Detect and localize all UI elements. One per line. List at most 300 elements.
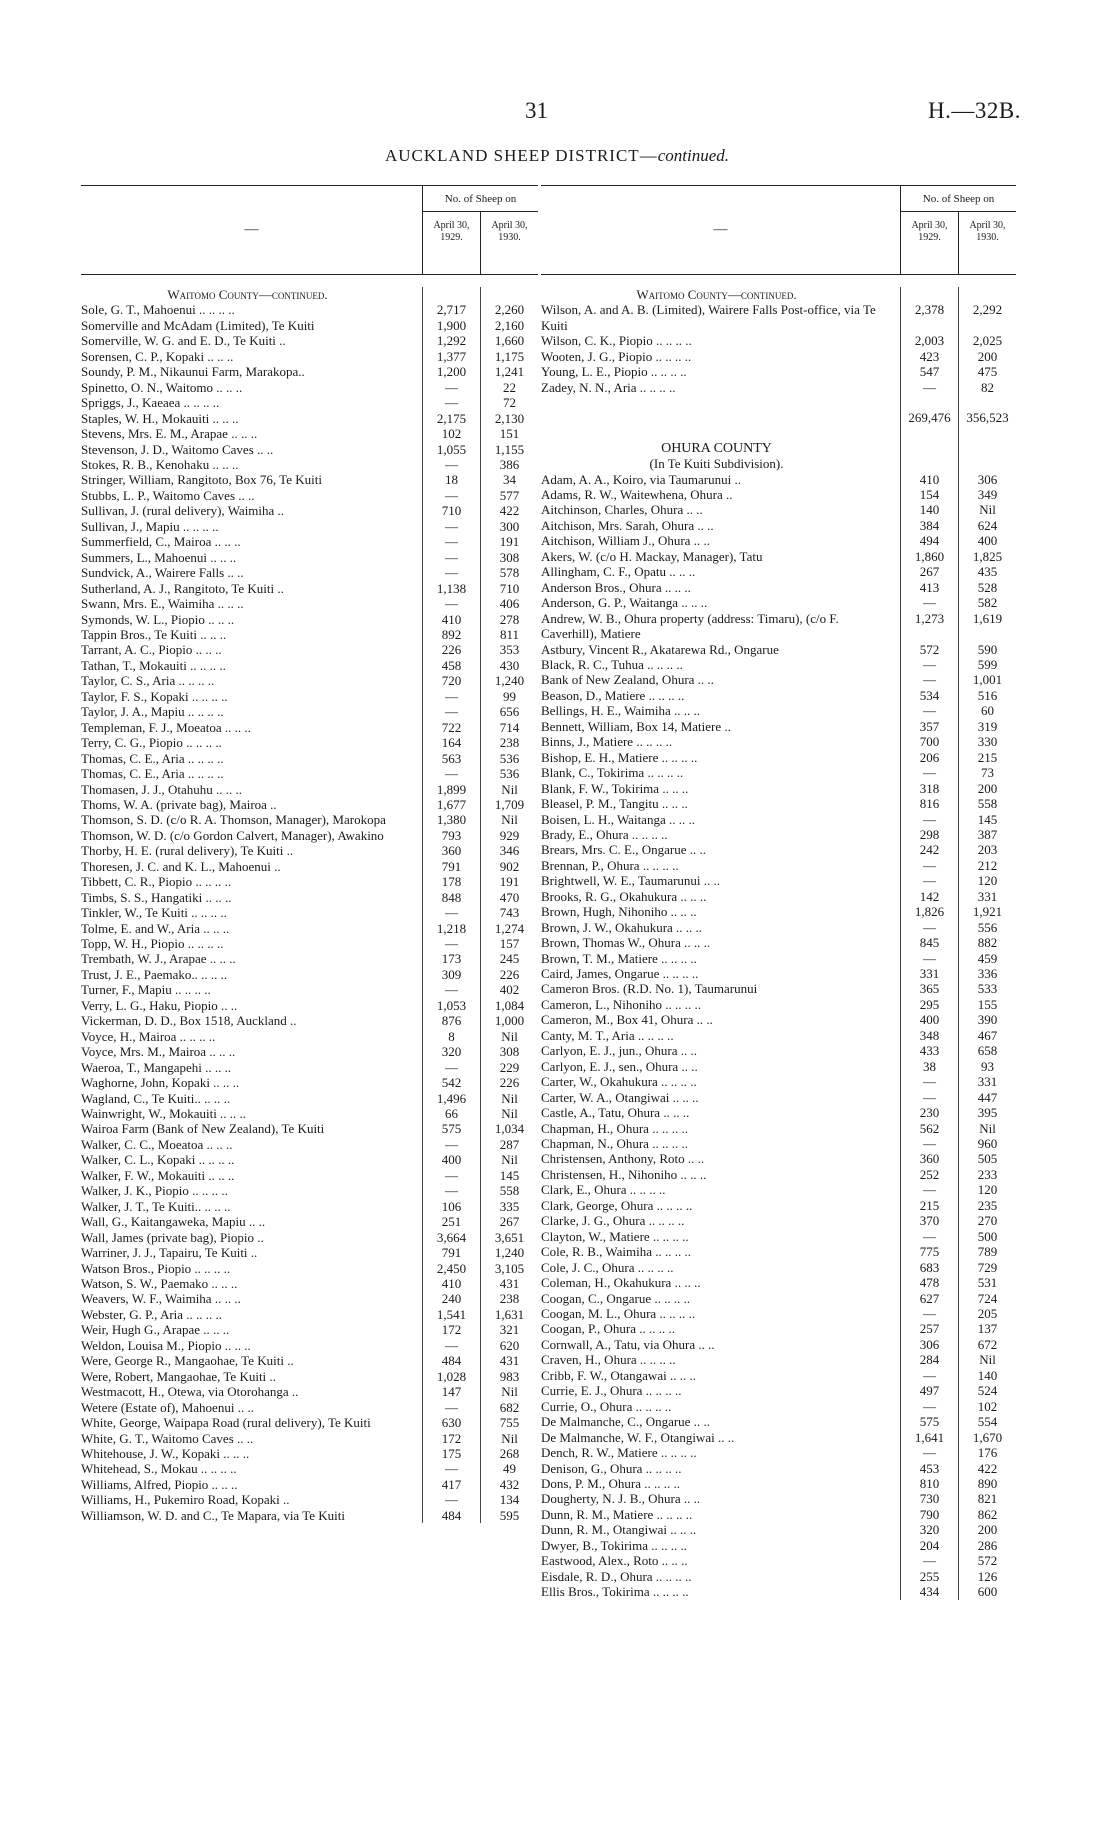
sheep-1930: 743: [480, 905, 538, 920]
sheep-1929: 1,273: [900, 611, 958, 642]
sheep-1930: 475: [958, 364, 1016, 379]
sheep-1929: 66: [422, 1106, 480, 1121]
owner-name: Brightwell, W. E., Taumarunui .. ..: [541, 873, 721, 889]
sheep-1929: —: [422, 457, 480, 472]
table-row: [541, 1491, 1016, 1506]
owner-name: Wilson, C. K., Piopio .. .. .. ..: [541, 333, 692, 349]
table-row: [541, 533, 1016, 548]
sheep-1929: 269,476: [900, 410, 958, 425]
sheep-1930: 102: [958, 1399, 1016, 1414]
owner-name: Vickerman, D. D., Box 1518, Auckland ..: [81, 1013, 297, 1029]
owner-name: Sutherland, A. J., Rangitoto, Te Kuiti ..: [81, 580, 284, 596]
sheep-1930: 205: [958, 1306, 1016, 1321]
table-row: [81, 1322, 538, 1337]
sheep-1929: 413: [900, 580, 958, 595]
sheep-1930: 238: [480, 1291, 538, 1306]
table-row: [81, 1415, 538, 1430]
owner-name: Walker, C. L., Kopaki .. .. .. ..: [81, 1152, 235, 1168]
table-row: [81, 581, 538, 596]
owner-name: Bellings, H. E., Waimiha .. .. ..: [541, 703, 701, 719]
sheep-1929: —: [900, 765, 958, 780]
owner-name: Cameron, M., Box 41, Ohura .. ..: [541, 1012, 713, 1028]
sheep-1930: 533: [958, 981, 1016, 996]
sheep-1930: 459: [958, 951, 1016, 966]
table-row: [541, 1445, 1016, 1460]
owner-name: Weldon, Louisa M., Piopio .. .. ..: [81, 1337, 251, 1353]
sheep-1929: 230: [900, 1105, 958, 1120]
owner-name: Brears, Mrs. C. E., Ongarue .. ..: [541, 842, 706, 858]
sheep-1929: 423: [900, 349, 958, 364]
owner-name: OHURA COUNTY: [661, 440, 772, 456]
owner-name: Trembath, W. J., Arapae .. .. ..: [81, 951, 236, 967]
table-row: [541, 719, 1016, 734]
sheep-1930: 308: [480, 550, 538, 565]
sheep-1930: 200: [958, 1522, 1016, 1537]
owner-name: Clark, E., Ohura .. .. .. ..: [541, 1182, 666, 1198]
owner-name: Carlyon, E. J., jun., Ohura .. ..: [541, 1043, 697, 1059]
sheep-1929: 1,541: [422, 1307, 480, 1322]
sheep-1930: 200: [958, 349, 1016, 364]
owner-name: Voyce, Mrs. M., Mairoa .. .. ..: [81, 1044, 236, 1060]
owner-name: Adams, R. W., Waitewhena, Ohura ..: [541, 486, 733, 502]
sheep-1930: 145: [480, 1168, 538, 1183]
sheep-1929: —: [422, 488, 480, 503]
title-continued: continued.: [657, 146, 729, 165]
sheep-1929: 18: [422, 472, 480, 487]
table-row: [81, 859, 538, 874]
table-row: [541, 750, 1016, 765]
sheep-1930: 432: [480, 1477, 538, 1492]
owner-name: Clayton, W., Matiere .. .. .. ..: [541, 1228, 689, 1244]
sheep-1930: 1,660: [480, 333, 538, 348]
sheep-1929: 384: [900, 518, 958, 533]
sheep-1929: 876: [422, 1013, 480, 1028]
table-row: [81, 905, 538, 920]
owner-name: Brown, T. M., Matiere .. .. .. ..: [541, 950, 697, 966]
sheep-1929: 178: [422, 874, 480, 889]
sheep-1929: 400: [900, 1012, 958, 1027]
table-row: [81, 550, 538, 565]
sheep-1930: 270: [958, 1213, 1016, 1228]
table-row: [541, 904, 1016, 919]
owner-name: White, G. T., Waitomo Caves .. ..: [81, 1430, 254, 1446]
sheep-1929: 1,826: [900, 904, 958, 919]
sheep-1929: 206: [900, 750, 958, 765]
table-row: [81, 828, 538, 843]
owner-name: Webster, G. P., Aria .. .. .. ..: [81, 1306, 223, 1322]
owner-name: Whitehead, S., Mokau .. .. .. ..: [81, 1461, 237, 1477]
sheep-1929: —: [900, 380, 958, 395]
sheep-1929: 1,677: [422, 797, 480, 812]
table-row: [541, 1213, 1016, 1228]
sheep-1929: —: [900, 703, 958, 718]
sheep-1930: 226: [480, 1075, 538, 1090]
sheep-1930: 330: [958, 734, 1016, 749]
sheep-1929: 38: [900, 1059, 958, 1074]
sheep-1929: —: [900, 1445, 958, 1460]
table-row: [81, 1183, 538, 1198]
owner-name: Williams, H., Pukemiro Road, Kopaki ..: [81, 1492, 290, 1508]
owner-name: Brown, J. W., Okahukura .. .. ..: [541, 919, 703, 935]
sheep-1929: 848: [422, 890, 480, 905]
sheep-1930: 1,240: [480, 1245, 538, 1260]
sheep-1930: 558: [958, 796, 1016, 811]
sheep-1929: 730: [900, 1491, 958, 1506]
table-row: [81, 658, 538, 673]
sheep-1930: 929: [480, 828, 538, 843]
owner-name: Bleasel, P. M., Tangitu .. .. ..: [541, 796, 688, 812]
table-row: [81, 1369, 538, 1384]
owner-name: Stringer, William, Rangitoto, Box 76, Te Kuiti: [81, 472, 322, 488]
sheep-1930: 714: [480, 720, 538, 735]
table-row: [81, 936, 538, 951]
sheep-1929: 360: [900, 1151, 958, 1166]
owner-name: Zadey, N. N., Aria .. .. .. ..: [541, 379, 676, 395]
table-row: [81, 1091, 538, 1106]
sheep-1929: 575: [900, 1414, 958, 1429]
column-header-1930: April 30, 1930.: [969, 220, 1006, 243]
sheep-1929: 140: [900, 502, 958, 517]
table-row: [81, 627, 538, 642]
owner-name: Timbs, S. S., Hangatiki .. .. ..: [81, 889, 232, 905]
table-header: [81, 186, 538, 275]
sheep-1929: 484: [422, 1508, 480, 1523]
table-row: [541, 642, 1016, 657]
owner-name: Brown, Thomas W., Ohura .. .. ..: [541, 935, 711, 951]
sheep-1930: 278: [480, 612, 538, 627]
sheep-1929: 2,003: [900, 333, 958, 348]
table-row: [541, 1167, 1016, 1182]
sheep-1930: 229: [480, 1060, 538, 1075]
owner-name: Caird, James, Ongarue .. .. .. ..: [541, 966, 699, 982]
sheep-1929: —: [900, 920, 958, 935]
owner-name: Chapman, H., Ohura .. .. .. ..: [541, 1120, 688, 1136]
sheep-1929: 1,200: [422, 364, 480, 379]
sheep-1929: 252: [900, 1167, 958, 1182]
table-row: [541, 1430, 1016, 1445]
sheep-1930: 126: [958, 1569, 1016, 1584]
owner-name: Cribb, F. W., Otangawai .. .. ..: [541, 1367, 696, 1383]
owner-name: Waitomo County—continued.: [167, 287, 328, 302]
sheep-1929: —: [422, 550, 480, 565]
table-row: [541, 765, 1016, 780]
owner-name: Westmacott, H., Otewa, via Otorohanga ..: [81, 1384, 299, 1400]
table-row: [541, 657, 1016, 672]
sheep-1930: 331: [958, 1074, 1016, 1089]
sheep-1929: —: [422, 534, 480, 549]
owner-name: Dons, P. M., Ohura .. .. .. ..: [541, 1475, 681, 1491]
sheep-1929: 360: [422, 843, 480, 858]
owner-name: Taylor, F. S., Kopaki .. .. .. ..: [81, 688, 228, 704]
sheep-1930: 3,105: [480, 1261, 538, 1276]
table-row: [81, 364, 538, 379]
owner-name: Christensen, H., Nihoniho .. .. ..: [541, 1166, 707, 1182]
owner-name: Clark, George, Ohura .. .. .. ..: [541, 1197, 693, 1213]
table-row: [541, 1182, 1016, 1197]
sheep-1930: 1,175: [480, 349, 538, 364]
table-row: [541, 502, 1016, 517]
owner-name: Topp, W. H., Piopio .. .. .. ..: [81, 936, 224, 952]
table-row: [81, 1044, 538, 1059]
table-row: [81, 302, 538, 317]
sheep-1930: 400: [958, 533, 1016, 548]
table-row: [541, 966, 1016, 981]
owner-name: Turner, F., Mapiu .. .. .. ..: [81, 982, 211, 998]
sheep-1930: 1,619: [958, 611, 1016, 642]
table-row: [81, 1384, 538, 1399]
table-row: [81, 890, 538, 905]
sheep-1930: 2,260: [480, 302, 538, 317]
sheep-1929: 497: [900, 1383, 958, 1398]
table-row: [541, 1028, 1016, 1043]
table-row: [541, 1090, 1016, 1105]
sheep-1930: 356,523: [958, 410, 1016, 425]
owner-name: Trust, J. E., Paemako.. .. .. ..: [81, 966, 228, 982]
table-row: [81, 982, 538, 997]
sheep-1929: 357: [900, 719, 958, 734]
table-row: [81, 503, 538, 518]
sheep-1929: 106: [422, 1199, 480, 1214]
sheep-1930: 151: [480, 426, 538, 441]
owner-name: Bennett, William, Box 14, Matiere ..: [541, 718, 731, 734]
sheep-1929: 845: [900, 935, 958, 950]
table-row: [541, 858, 1016, 873]
owner-name: Thoresen, J. C. and K. L., Mahoenui ..: [81, 858, 281, 874]
table-row: [81, 874, 538, 889]
owner-name: Beason, D., Matiere .. .. .. ..: [541, 687, 685, 703]
table-row: [541, 1244, 1016, 1259]
sheep-1929: 547: [900, 364, 958, 379]
table-row: [541, 1121, 1016, 1136]
sheep-1929: 2,717: [422, 302, 480, 317]
owner-name: Dench, R. W., Matiere .. .. .. ..: [541, 1445, 697, 1461]
sheep-1930: 658: [958, 1043, 1016, 1058]
table-row: [81, 1431, 538, 1446]
owner-name: Tolme, E. and W., Aria .. .. ..: [81, 920, 230, 936]
sheep-1929: —: [422, 766, 480, 781]
table-row: [81, 1060, 538, 1075]
owner-name: Aitchison, Mrs. Sarah, Ohura .. ..: [541, 517, 714, 533]
sheep-1930: 724: [958, 1291, 1016, 1306]
sheep-1930: 99: [480, 689, 538, 704]
sheep-1930: Nil: [480, 1384, 538, 1399]
sheep-1929: 242: [900, 842, 958, 857]
sheep-1930: 268: [480, 1446, 538, 1461]
sheep-1929: 683: [900, 1260, 958, 1275]
sheep-1930: 524: [958, 1383, 1016, 1398]
sheep-1930: 140: [958, 1368, 1016, 1383]
sheep-1930: 353: [480, 642, 538, 657]
sheep-1929: 542: [422, 1075, 480, 1090]
table-row: [81, 1261, 538, 1276]
table-spacer: [541, 395, 1016, 410]
owner-name: Allingham, C. F., Opatu .. .. ..: [541, 564, 696, 580]
table-row: [81, 612, 538, 627]
table-row: [81, 380, 538, 395]
table-row: [81, 426, 538, 441]
table-row: [541, 549, 1016, 564]
sheep-1930: 600: [958, 1584, 1016, 1599]
sheep-1929: 563: [422, 751, 480, 766]
table-row: [541, 842, 1016, 857]
sheep-1930: 431: [480, 1276, 538, 1291]
table-row: [81, 488, 538, 503]
left-column-table: [81, 185, 538, 1523]
table-row: [81, 472, 538, 487]
sheep-1930: 120: [958, 1182, 1016, 1197]
owner-name: Templeman, F. J., Moeatoa .. .. ..: [81, 719, 251, 735]
table-row: [81, 998, 538, 1013]
sheep-1929: 1,900: [422, 318, 480, 333]
column-header-1929: April 30, 1929.: [901, 212, 959, 274]
sheep-1929: [900, 441, 958, 456]
sheep-1929: —: [900, 1368, 958, 1383]
owner-name: Williams, Alfred, Piopio .. .. ..: [81, 1476, 238, 1492]
sheep-1930: 395: [958, 1105, 1016, 1120]
owner-name: Chapman, N., Ohura .. .. .. ..: [541, 1136, 688, 1152]
table-row: [541, 1136, 1016, 1151]
sheep-1929: 700: [900, 734, 958, 749]
table-row: [541, 1105, 1016, 1120]
sheep-1929: 3,664: [422, 1230, 480, 1245]
sheep-1930: 1,274: [480, 921, 538, 936]
owner-name: Wagland, C., Te Kuiti.. .. .. ..: [81, 1090, 231, 1106]
owner-name: Sullivan, J. (rural delivery), Waimiha ..: [81, 503, 285, 519]
table-row: [541, 487, 1016, 502]
owner-name: Cameron, L., Nihoniho .. .. .. ..: [541, 996, 701, 1012]
sheep-1930: 120: [958, 873, 1016, 888]
table-row: [81, 1013, 538, 1028]
sheep-1929: 255: [900, 1569, 958, 1584]
table-row: [81, 565, 538, 580]
owner-name: De Malmanche, W. F., Otangiwai .. ..: [541, 1429, 735, 1445]
sheep-1929: —: [900, 1306, 958, 1321]
right-table-body: [541, 275, 1016, 1600]
table-row: [541, 935, 1016, 950]
table-row: [81, 1446, 538, 1461]
table-row: [81, 704, 538, 719]
sheep-1929: 453: [900, 1461, 958, 1476]
sheep-1930: [958, 287, 1016, 302]
table-row: [81, 1477, 538, 1492]
sheep-1930: Nil: [480, 1152, 538, 1167]
owner-name: Blank, F. W., Tokirima .. .. ..: [541, 780, 689, 796]
page-number: 31: [525, 98, 548, 123]
table-row: [81, 1075, 538, 1090]
sheep-1930: 536: [480, 751, 538, 766]
owner-name: Walker, C. C., Moeatoa .. .. ..: [81, 1136, 233, 1152]
sheep-1930: 245: [480, 951, 538, 966]
table-row: [541, 1414, 1016, 1429]
sheep-1930: 233: [958, 1167, 1016, 1182]
sheep-1929: 892: [422, 627, 480, 642]
owner-name: Somerville and McAdam (Limited), Te Kuiti: [81, 317, 315, 333]
sheep-1930: Nil: [958, 502, 1016, 517]
sheep-1930: 349: [958, 487, 1016, 502]
table-row: [81, 1152, 538, 1167]
table-row: [81, 951, 538, 966]
sheep-1930: 134: [480, 1492, 538, 1507]
sheep-1929: 494: [900, 533, 958, 548]
sheep-1930: 155: [958, 997, 1016, 1012]
sheep-1929: 267: [900, 564, 958, 579]
table-row: [541, 1352, 1016, 1367]
sheep-1929: 204: [900, 1538, 958, 1553]
sheep-1930: 447: [958, 1090, 1016, 1105]
owner-name: Brennan, P., Ohura .. .. .. ..: [541, 857, 679, 873]
table-row: [541, 364, 1016, 379]
sheep-1929: 1,028: [422, 1369, 480, 1384]
sheep-1930: 145: [958, 812, 1016, 827]
owner-name: Stevenson, J. D., Waitomo Caves .. ..: [81, 441, 274, 457]
sheep-1930: 235: [958, 1198, 1016, 1213]
sheep-1929: —: [900, 1182, 958, 1197]
owner-name: Anderson Bros., Ohura .. .. ..: [541, 579, 691, 595]
title-main: AUCKLAND SHEEP DISTRICT—: [384, 146, 658, 165]
sheep-1929: 331: [900, 966, 958, 981]
sheep-1929: 433: [900, 1043, 958, 1058]
sheep-1929: 226: [422, 642, 480, 657]
table-row: [541, 688, 1016, 703]
owner-name: Denison, G., Ohura .. .. .. ..: [541, 1460, 682, 1476]
sheep-1930: 2,292: [958, 302, 1016, 333]
owner-name: Wairoa Farm (Bank of New Zealand), Te Kuiti: [81, 1121, 325, 1137]
sheep-1930: [958, 441, 1016, 456]
owner-name: Binns, J., Matiere .. .. .. ..: [541, 734, 673, 750]
sheep-1929: —: [422, 1338, 480, 1353]
sheep-1930: 137: [958, 1321, 1016, 1336]
owner-name: Young, L. E., Piopio .. .. .. ..: [541, 364, 687, 380]
sheep-1930: 505: [958, 1151, 1016, 1166]
table-row: [541, 472, 1016, 487]
owner-name: Coleman, H., Okahukura .. .. ..: [541, 1275, 701, 1291]
section-heading: [541, 287, 1016, 302]
sheep-1929: 484: [422, 1353, 480, 1368]
table-row: [81, 797, 538, 812]
sheep-1930: 470: [480, 890, 538, 905]
owner-name: Weavers, W. F., Waimiha .. .. ..: [81, 1291, 241, 1307]
sheep-1929: 478: [900, 1275, 958, 1290]
sheep-1930: 3,651: [480, 1230, 538, 1245]
sheep-1929: —: [900, 873, 958, 888]
owner-name: Bishop, E. H., Matiere .. .. .. ..: [541, 749, 698, 765]
table-row: [541, 1306, 1016, 1321]
table-row: [81, 1168, 538, 1183]
sheep-1930: 226: [480, 967, 538, 982]
table-row: [81, 1214, 538, 1229]
sheep-1930: 672: [958, 1337, 1016, 1352]
table-row: [541, 1507, 1016, 1522]
table-row: [81, 921, 538, 936]
sheep-1929: 172: [422, 1322, 480, 1337]
owner-name: Andrew, W. B., Ohura property (address: Timaru), (c/o F. Caverhill), Matiere: [541, 610, 839, 642]
sheep-1930: 49: [480, 1461, 538, 1476]
table-row: [81, 1400, 538, 1415]
table-row: [81, 596, 538, 611]
sheep-1929: 410: [422, 612, 480, 627]
sheep-1929: 1,860: [900, 549, 958, 564]
left-table-body: [81, 275, 538, 1523]
sheep-1929: 320: [900, 1522, 958, 1537]
sheep-1929: 172: [422, 1431, 480, 1446]
sheep-1930: 590: [958, 642, 1016, 657]
table-row: [81, 642, 538, 657]
sheep-1930: 595: [480, 1508, 538, 1523]
sheep-1930: 300: [480, 519, 538, 534]
owner-name: Akers, W. (c/o H. Mackay, Manager), Tatu: [541, 548, 763, 564]
table-row: [541, 1151, 1016, 1166]
owner-name: Wetere (Estate of), Mahoenui .. ..: [81, 1399, 254, 1415]
